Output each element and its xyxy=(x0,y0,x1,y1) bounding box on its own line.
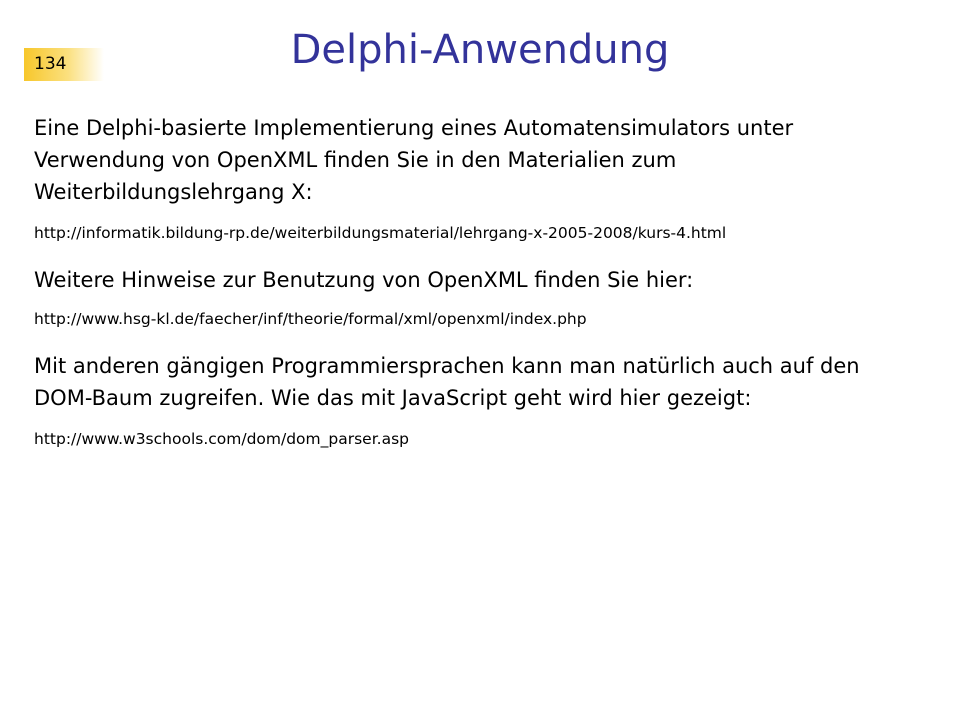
paragraph-delphi-implementation: Eine Delphi-basierte Implementierung eines Automatensimulators unter Verwendung von OpenXML finden Sie in den Materialien zum Weiterbildungslehrgang X: xyxy=(34,116,794,204)
link-informatik-bildung[interactable]: http://informatik.bildung-rp.de/weiterbildungsmaterial/lehrgang-x-2005-2008/kurs-4.html xyxy=(34,224,727,242)
paragraph-openxml-hints: Weitere Hinweise zur Benutzung von OpenXML finden Sie hier: xyxy=(34,268,694,292)
paragraph-dom-javascript: Mit anderen gängigen Programmiersprachen kann man natürlich auch auf den DOM-Baum zugreifen. Wie das mit JavaScript geht wird hier gezeigt: xyxy=(34,354,860,410)
link-w3schools-dom-parser[interactable]: http://www.w3schools.com/dom/dom_parser.asp xyxy=(34,430,410,448)
link-hsg-kl-openxml[interactable]: http://www.hsg-kl.de/faecher/inf/theorie/formal/xml/openxml/index.php xyxy=(34,310,587,328)
page-number: 134 xyxy=(34,54,67,74)
slide-title: Delphi-Anwendung xyxy=(290,27,670,73)
